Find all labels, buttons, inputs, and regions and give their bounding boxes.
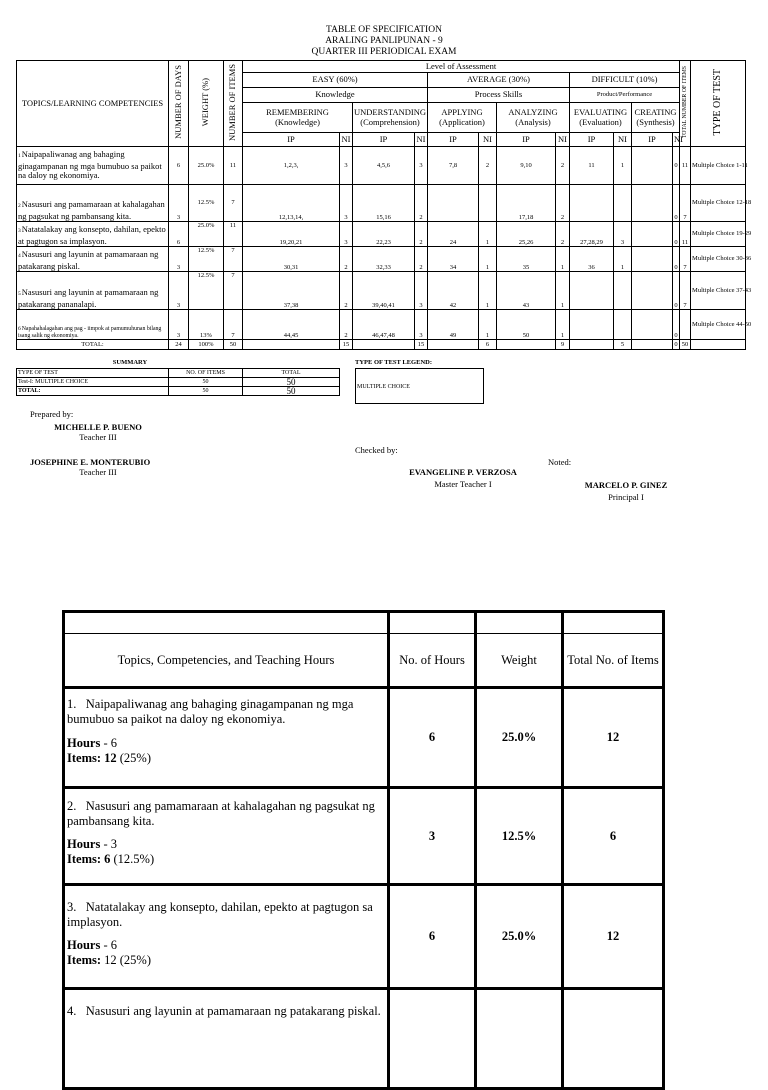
checked-by-label: Checked by: [355,445,398,455]
items-value: 12 [104,953,117,967]
ip-cell [632,272,673,310]
ip-cell: 19,20,21 [243,222,340,247]
topics-hours-table [62,610,665,1090]
ip-cell: 7,8 [428,147,479,185]
table-row: 1. Naipapaliwanag ang bahaging ginagampanan ng mga bumubuo sa paikot na daloy ng ekonomiya. Hours - 6 Items: 12 (25%) 6 25.0% 12 [64,688,664,788]
ni-cell: 2 [415,185,428,222]
row-number: 2 [18,203,21,209]
days-cell: 6 [169,147,189,185]
ip-cell: 9,10 [497,147,556,185]
ni-cell [614,185,632,222]
ip-cell: 11 [570,147,614,185]
summary-col-type: TYPE OF TEST [17,369,169,378]
topic-text: Napahahalagahan ang pag - iimpok at pamumuhunan bilang isang salik ng ekonomiya. [18,326,162,339]
ni-cell: 1 [479,247,497,272]
total-cell: 11 [680,147,691,185]
ni-header: NI [415,133,428,147]
totals-row [17,340,746,350]
weight-column-header: Weight [476,634,563,688]
creating-header: CREATING [634,107,677,117]
process-header: Process Skills [428,88,570,103]
ip-cell [632,147,673,185]
remembering-header: REMEMBERING [266,107,329,117]
type-cell: Multiple Choice 37-43 [691,272,746,310]
ip-cell: 37,38 [243,272,340,310]
total-items-column-header: Total No. of Items [563,634,664,688]
remembering-sub: (Knowledge) [275,116,320,127]
doc-exam: QUARTER III PERIODICAL EXAM [311,47,457,57]
noted-label: Noted: [548,457,572,467]
ni-header: NI [340,133,353,147]
analyzing-header: ANALYZING [508,107,558,117]
ni-cell: 0 [673,147,680,185]
items-cell: 7 [224,247,243,272]
hours-cell: 6 [389,688,476,788]
ip-header: IP [428,133,479,147]
summary-title: SUMMARY [112,359,148,366]
total-cell [680,310,691,340]
average-header: AVERAGE (30%) [428,73,570,88]
topics-hours-table-container [62,610,659,1024]
table-row [17,222,746,247]
ip-cell [570,310,614,340]
topic-text: Natatalakay ang konsepto, dahilan, epekto at pagtugon sa implasyon. [18,224,166,246]
days-cell: 6 [169,222,189,247]
items-cell: 7 [224,185,243,222]
total-items-cell: 12 [563,688,664,788]
type-cell: Multiple Choice 30-36 [691,247,746,272]
ni-cell: 3 [415,310,428,340]
ni-cell: 1 [479,222,497,247]
ni-cell: 2 [556,222,570,247]
ni-cell [614,310,632,340]
ni-cell: 1 [556,272,570,310]
checker-title: Master Teacher I [434,479,492,489]
competency-text: 4. Nasusuri ang layunin at pamamaraan ng patakarang piskal. [67,1004,381,1018]
ip-cell: 50 [497,310,556,340]
ni-cell [614,272,632,310]
ip-cell [632,310,673,340]
ni-cell: 1 [614,147,632,185]
ip-cell: 49 [428,310,479,340]
understanding-header: UNDERSTANDING [354,107,427,117]
weight-cell: 25.0% [476,885,563,989]
competency-text: 2. Nasusuri ang pamamaraan at kahalagahan ng pagsukat ng pambansang kita. [67,799,375,828]
ip-cell: 17,18 [497,185,556,222]
items-label: Items: [67,751,102,765]
applying-sub: (Application) [439,116,485,127]
items-percent: (12.5%) [113,852,155,866]
evaluating-sub: (Evaluation) [579,116,622,127]
weight-cell: 12.5% [189,272,224,310]
ip-cell [632,247,673,272]
weight-cell: 12.5% [189,247,224,272]
row-number: 6 [18,326,21,332]
ip-header: IP [632,133,673,147]
ni-cell: 3 [340,147,353,185]
hours-cell: 6 [389,885,476,989]
topic-text: Nasusuri ang layunin at pamamaraan ng patakarang pananalapi. [18,287,159,309]
totals-ana-ni: 9 [556,340,570,350]
legend-item: MULTIPLE CHOICE [357,384,410,390]
ni-cell: 1 [556,310,570,340]
doc-subject: ARALING PANLIPUNAN - 9 [325,36,443,46]
ni-cell: 3 [415,272,428,310]
preparer-1-name: MICHELLE P. BUENO [54,422,142,432]
summary-row-total: 50 [243,378,340,387]
items-percent: (25%) [119,751,152,765]
ip-cell: 32,33 [353,247,415,272]
ip-cell [632,222,673,247]
prepared-by-label: Prepared by: [30,409,74,419]
ip-cell: 42 [428,272,479,310]
row-number: 5 [18,291,21,297]
total-cell: 7 [680,272,691,310]
ip-cell: 36 [570,247,614,272]
total-cell: 7 [680,185,691,222]
knowledge-header: Knowledge [243,88,428,103]
evaluating-header: EVALUATING [573,107,628,117]
total-items-cell: 12 [563,885,664,989]
ni-cell: 3 [340,222,353,247]
table-row [17,272,746,310]
ip-header: IP [497,133,556,147]
ip-cell: 12,13,14, [243,185,340,222]
easy-header: EASY (60%) [243,73,428,88]
ip-header: IP [570,133,614,147]
totals-cre-ni: 0 [674,340,678,348]
topics-column-header: Topics, Competencies, and Teaching Hours [64,634,389,688]
type-header: TYPE OF TEST [712,69,724,136]
weight-cell: 25.0% [189,147,224,185]
legend-box [355,368,484,404]
ip-cell: 15,16 [353,185,415,222]
weight-cell: 13% [189,310,224,340]
ni-cell: 2 [556,185,570,222]
table-row: 3. Natatalakay ang konsepto, dahilan, epekto at pagtugon sa implasyon. Hours - 6 Items: 12 (25%) 6 25.0% 12 [64,885,664,989]
product-header: Product/Performance [570,88,680,103]
days-cell: 3 [169,185,189,222]
days-header: NUMBER OF DAYS [172,65,183,140]
items-value: 12 [104,751,117,765]
ip-cell: 34 [428,247,479,272]
ni-cell: 2 [556,147,570,185]
hours-cell: 3 [389,788,476,885]
weight-cell: 12.5% [476,788,563,885]
totals-label: TOTAL: [17,340,169,350]
ip-cell: 24 [428,222,479,247]
ip-header: IP [243,133,340,147]
hours-value: 3 [110,837,118,851]
ni-cell: 0 [673,222,680,247]
summary-col-items: NO. OF ITEMS [169,369,243,378]
ip-cell: 39,40,41 [353,272,415,310]
ni-cell: 0 [673,272,680,310]
ip-cell: 1,2,3, [243,147,340,185]
ni-cell: 2 [415,222,428,247]
totals-rem-ni: 15 [340,340,353,350]
summary-row-items: 50 [169,378,243,387]
doc-title: TABLE OF SPECIFICATION [326,25,442,35]
table-row [17,147,746,185]
summary-total-items: 50 [169,387,243,396]
level-header: Level of Assessment [243,61,680,73]
items-cell: 11 [224,147,243,185]
ip-cell: 44,45 [243,310,340,340]
summary-total-label: TOTAL: [17,387,169,396]
ni-cell: 1 [479,310,497,340]
summary-table [16,368,340,396]
ni-cell: 3 [340,185,353,222]
ip-cell: 35 [497,247,556,272]
competency-text: 1. Naipapaliwanag ang bahaging ginagampanan ng mga bumubuo sa paikot na daloy ng ekonomiya. [67,697,354,726]
topic-text: Nasusuri ang layunin at pamamaraan ng patakarang piskal. [18,249,159,271]
type-cell: Multiple Choice 19-29 [691,222,746,247]
ip-cell: 27,28,29 [570,222,614,247]
ni-cell: 2 [479,147,497,185]
items-cell: 11 [224,222,243,247]
items-cell: 7 [224,310,243,340]
ip-cell: 46,47,48 [353,310,415,340]
weight-header: WEIGHT (%) [200,78,211,127]
topics-header: TOPICS/LEARNING COMPETENCIES [17,61,169,147]
competency-text: 3. Natatalakay ang konsepto, dahilan, epekto at pagtugon sa implasyon. [67,900,373,929]
checker-name: EVANGELINE P. VERZOSA [409,467,517,477]
table-row [17,310,746,340]
ni-cell: 1 [479,272,497,310]
topic-text: Nasusuri ang pamamaraan at kahalagahan ng pagsukat ng pambansang kita. [18,199,165,221]
preparer-1-title: Teacher III [79,432,117,442]
ni-header: NI [614,133,632,147]
hours-value: 6 [110,736,118,750]
ni-cell: 2 [340,247,353,272]
totals-items: 50 [224,340,243,350]
weight-cell: 25.0% [189,222,224,247]
totals-weight: 100% [189,340,224,350]
analyzing-sub: (Analysis) [515,116,551,127]
ip-cell: 25,26 [497,222,556,247]
ni-header: NI [479,133,497,147]
ni-header: NI [673,133,680,147]
items-value: 6 [104,852,111,866]
totals-und-ni: 15 [415,340,428,350]
ip-cell: 4,5,6 [353,147,415,185]
hours-value: 6 [110,938,118,952]
ni-cell [479,185,497,222]
ni-cell: 2 [340,310,353,340]
ip-cell: 30,31 [243,247,340,272]
difficult-header: DIFFICULT (10%) [570,73,680,88]
noter-name: MARCELO P. GINEZ [584,480,668,490]
type-cell: Multiple Choice 12-18 [691,185,746,222]
items-label: Items: [67,852,102,866]
applying-header: APPLYING [441,107,483,117]
tos-table [16,60,752,350]
hours-label: Hours [67,837,101,851]
totals-eva-ni: 5 [614,340,632,350]
ip-cell [570,185,614,222]
items-percent: (25%) [119,953,152,967]
row-number: 3 [18,228,21,234]
ni-cell: 3 [614,222,632,247]
table-row [17,247,746,272]
preparer-2-title: Teacher III [79,467,117,477]
table-row [64,989,664,1089]
ni-cell: 3 [415,147,428,185]
hours-label: Hours [67,736,101,750]
summary-total-total: 50 [243,387,340,396]
days-cell: 3 [169,247,189,272]
weight-cell: 12.5% [189,185,224,222]
table-row [17,185,746,222]
ni-cell: 1 [614,247,632,272]
days-cell: 3 [169,310,189,340]
ip-cell [632,185,673,222]
totals-app-ni: 6 [479,340,497,350]
ni-cell: 0 [673,310,680,340]
totals-total: 50 [680,340,691,350]
row-number: 4 [18,253,21,259]
weight-cell: 25.0% [476,688,563,788]
ip-header: IP [353,133,415,147]
type-cell: Multiple Choice 1-11 [691,147,746,185]
legend-title: TYPE OF TEST LEGEND: [355,359,432,366]
ni-cell: 1 [556,247,570,272]
total-cell: 11 [680,222,691,247]
type-cell: Multiple Choice 44-50 [691,310,746,340]
summary-row-label: Test-I: MULTIPLE CHOICE [17,378,169,387]
ip-cell [570,272,614,310]
items-header: NUMBER OF ITEMS [227,63,238,141]
total-items-header: TOTAL NUMBER OF ITEMS [681,66,688,139]
ni-cell: 2 [340,272,353,310]
topic-text: Naipapaliwanag ang bahaging ginagampanan ng mga bumubuo sa paikot na daloy ng ekonomiya. [18,149,162,181]
ni-cell: 0 [673,247,680,272]
hours-column-header: No. of Hours [389,634,476,688]
ip-cell: 22,23 [353,222,415,247]
understanding-sub: (Comprehension) [360,116,420,127]
ni-header: NI [556,133,570,147]
row-number: 1 [18,153,21,160]
days-cell: 3 [169,272,189,310]
preparer-2-name: JOSEPHINE E. MONTERUBIO [30,457,151,467]
items-cell: 7 [224,272,243,310]
creating-sub: (Synthesis) [636,116,675,127]
total-cell: 7 [680,247,691,272]
ni-cell: 0 [673,185,680,222]
summary-col-total: TOTAL [243,369,340,378]
total-items-cell: 6 [563,788,664,885]
items-label: Items: [67,953,102,967]
ni-cell: 2 [415,247,428,272]
table-row: 2. Nasusuri ang pamamaraan at kahalagahan ng pagsukat ng pambansang kita. Hours - 3 Items: 6 (12.5%) 3 12.5% 6 [64,788,664,885]
totals-days: 24 [169,340,189,350]
ip-cell [428,185,479,222]
ip-cell: 43 [497,272,556,310]
noter-title: Principal I [608,492,644,502]
hours-label: Hours [67,938,101,952]
